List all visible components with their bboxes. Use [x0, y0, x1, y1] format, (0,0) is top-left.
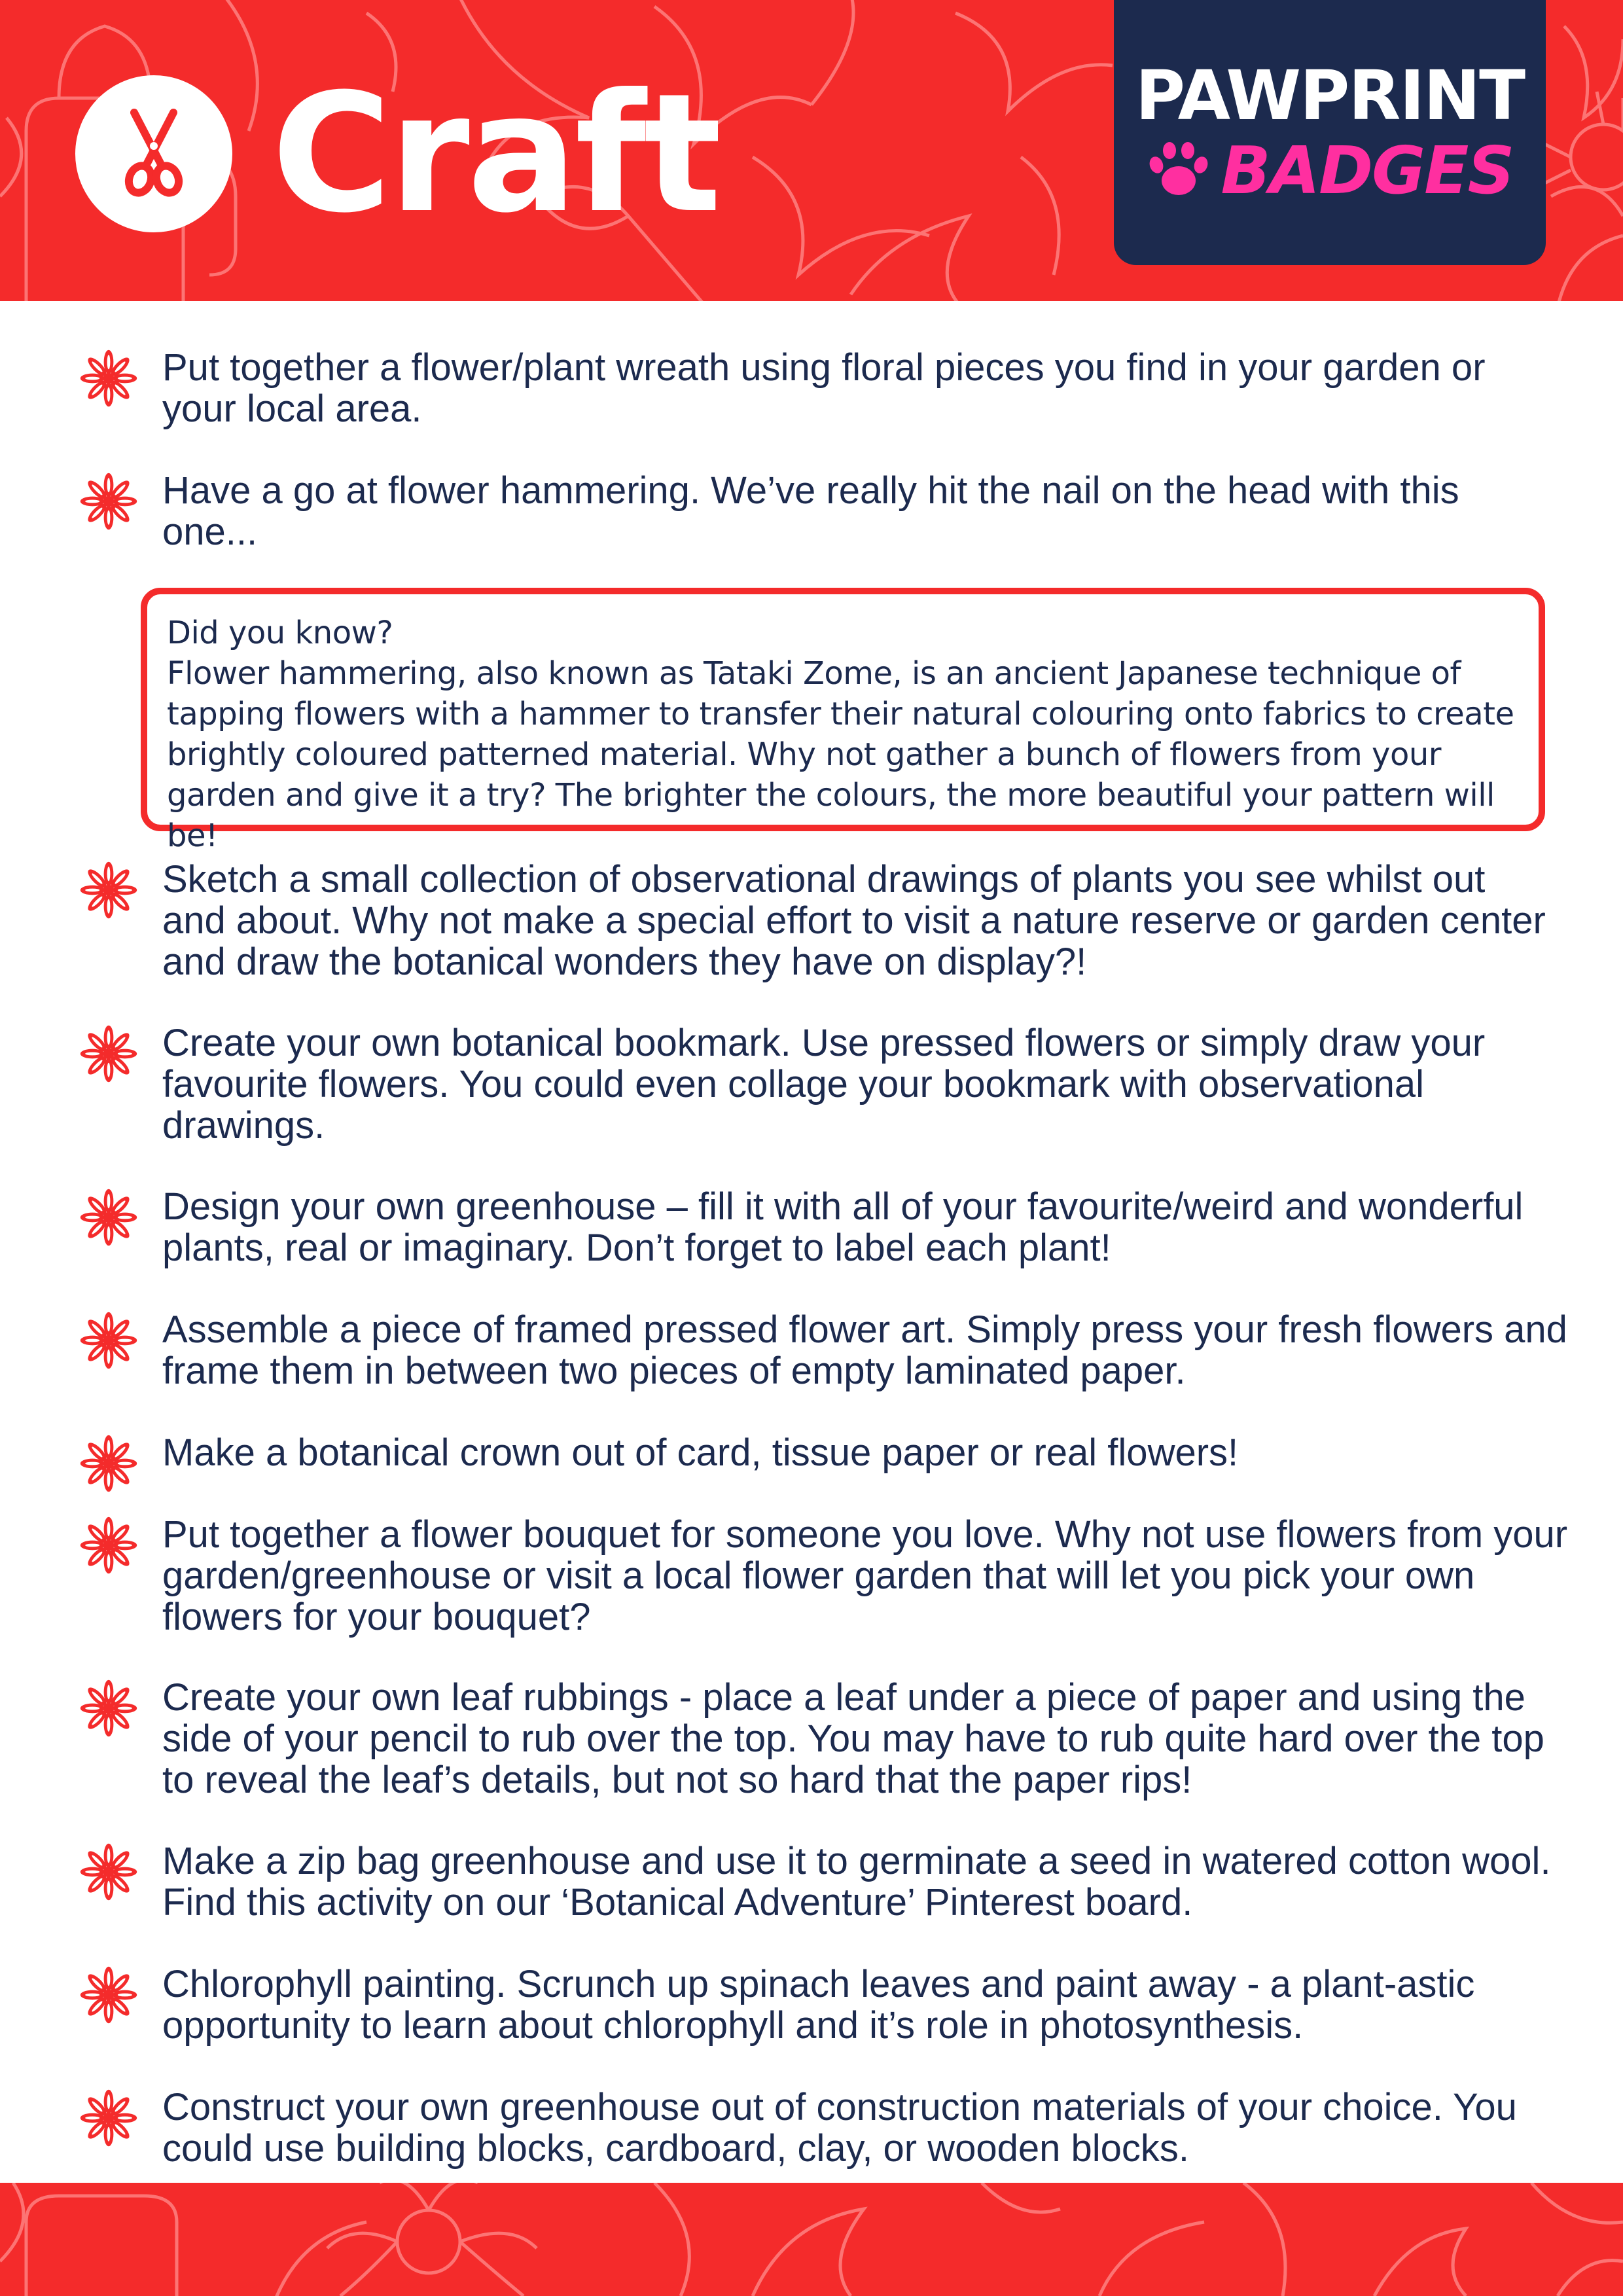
botanical-pattern-decoration	[0, 2183, 1623, 2296]
footer-banner	[0, 2183, 1623, 2296]
list-item	[79, 1840, 1571, 1923]
brand-name-line1: PAWPRINT	[1135, 56, 1525, 136]
list-item	[79, 1022, 1571, 1146]
flower-bullet-icon	[79, 1965, 139, 2025]
brand-logo	[1114, 0, 1546, 265]
header-banner	[0, 0, 1623, 301]
list-item	[79, 1309, 1571, 1391]
list-item	[79, 859, 1571, 982]
scissors-icon	[75, 75, 232, 232]
did-you-know-body: Flower hammering, also known as Tataki Zome, is an ancient Japanese technique of tapping flowers with a hammer to transfer their natural colouring onto fabrics to create brightly coloured patterned material. Why not gather a bunch of flowers from your garden and give it a try? The brighter the colours, the more beautiful your pattern will be!	[167, 655, 1514, 854]
flower-bullet-icon	[79, 348, 139, 408]
list-item	[79, 1432, 1571, 1494]
list-item	[79, 2087, 1571, 2169]
pawprint-icon	[1146, 140, 1211, 200]
flower-bullet-icon	[79, 1515, 139, 1575]
list-item-text: Design your own greenhouse – fill it with all of your favourite/weird and wonderful plants, real or imaginary. Don’t forget to label each plant!	[162, 1185, 1524, 1269]
brand-name-line2: BADGES	[1221, 132, 1514, 209]
flower-bullet-icon	[79, 1024, 139, 1084]
flower-bullet-icon	[79, 2088, 139, 2148]
title-group	[75, 58, 719, 249]
flower-bullet-icon	[79, 1187, 139, 1247]
list-item-text: Have a go at flower hammering. We’ve really hit the nail on the head with this one...	[162, 469, 1459, 553]
did-you-know-title: Did you know?	[167, 615, 393, 651]
list-item	[79, 347, 1571, 429]
list-item-text: Assemble a piece of framed pressed flower art. Simply press your fresh flowers and frame them in between two pieces of empty laminated paper.	[162, 1308, 1567, 1392]
list-item	[79, 1514, 1571, 1638]
list-item-text: Make a zip bag greenhouse and use it to germinate a seed in watered cotton wool. Find this activity on our ‘Botanical Adventure’ Pinterest board.	[162, 1840, 1551, 1924]
flower-bullet-icon	[79, 1433, 139, 1494]
list-item	[79, 1964, 1571, 2046]
list-item-text: Put together a flower/plant wreath using floral pieces you find in your garden or your local area.	[162, 346, 1486, 430]
list-item	[79, 1186, 1571, 1268]
list-item-text: Create your own botanical bookmark. Use pressed flowers or simply draw your favourite flowers. You could even collage your bookmark with observational drawings.	[162, 1022, 1486, 1147]
page-title: Craft	[272, 58, 719, 249]
flower-bullet-icon	[79, 1842, 139, 1902]
list-item-text: Chlorophyll painting. Scrunch up spinach leaves and paint away - a plant-astic opportunity to learn about chlorophyll and it’s role in photosynthesis.	[162, 1963, 1475, 2047]
list-item-text: Create your own leaf rubbings - place a leaf under a piece of paper and using the side of your pencil to rub over the top. You may have to rub quite hard over the top to reveal the leaf’s details, but not so hard that the paper rips!	[162, 1676, 1544, 1801]
list-item-text: Sketch a small collection of observational drawings of plants you see whilst out and about. Why not make a special effort to visit a nature reserve or garden center and draw the botanical wonders they have on display?!	[162, 858, 1546, 983]
flower-bullet-icon	[79, 1310, 139, 1371]
list-item	[79, 470, 1571, 552]
did-you-know-box	[141, 588, 1545, 854]
list-item	[79, 1677, 1571, 1801]
flower-bullet-icon	[79, 1678, 139, 1738]
list-item-text: Construct your own greenhouse out of construction materials of your choice. You could use building blocks, cardboard, clay, or wooden blocks.	[162, 2086, 1517, 2170]
flower-bullet-icon	[79, 860, 139, 920]
flower-bullet-icon	[79, 471, 139, 531]
list-item-text: Make a botanical crown out of card, tissue paper or real flowers!	[162, 1431, 1239, 1474]
list-item-text: Put together a flower bouquet for someone you love. Why not use flowers from your garden/greenhouse or visit a local flower garden that will let you pick your own flowers for your bouquet?	[162, 1513, 1568, 1638]
